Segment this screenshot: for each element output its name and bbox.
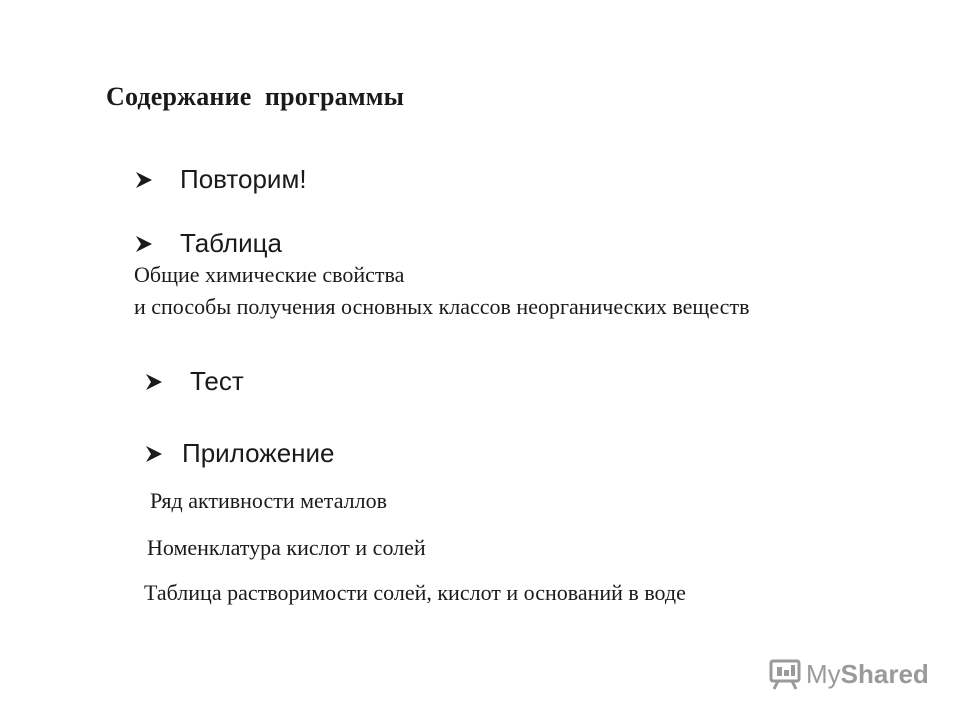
- sub-item: Общие химические свойства: [134, 262, 405, 287]
- item-label: Таблица: [180, 228, 282, 258]
- list-item: [134, 164, 307, 195]
- item-label: Повторим!: [180, 164, 307, 194]
- list-item: [144, 366, 244, 397]
- item-label: Приложение: [182, 438, 335, 468]
- sub-item: Ряд активности металлов: [150, 488, 387, 513]
- watermark-text-my: My: [806, 658, 841, 689]
- arrow-bullet-icon: [134, 170, 154, 190]
- sub-item: Номенклатура кислот и солей: [147, 535, 426, 560]
- arrow-bullet-icon: [144, 372, 164, 392]
- watermark: [768, 656, 929, 692]
- list-item: [134, 228, 282, 259]
- list-item: [144, 438, 335, 469]
- watermark-text-shared: Shared: [840, 658, 929, 689]
- arrow-bullet-icon: [134, 234, 154, 254]
- presentation-board-icon: [768, 657, 802, 691]
- arrow-bullet-icon: [144, 444, 164, 464]
- sub-item: и способы получения основных классов неорганических веществ: [134, 294, 750, 319]
- page-title: Содержание программы: [106, 82, 405, 111]
- item-label: Тест: [190, 366, 244, 396]
- sub-item: Таблица растворимости солей, кислот и оснований в воде: [144, 580, 686, 605]
